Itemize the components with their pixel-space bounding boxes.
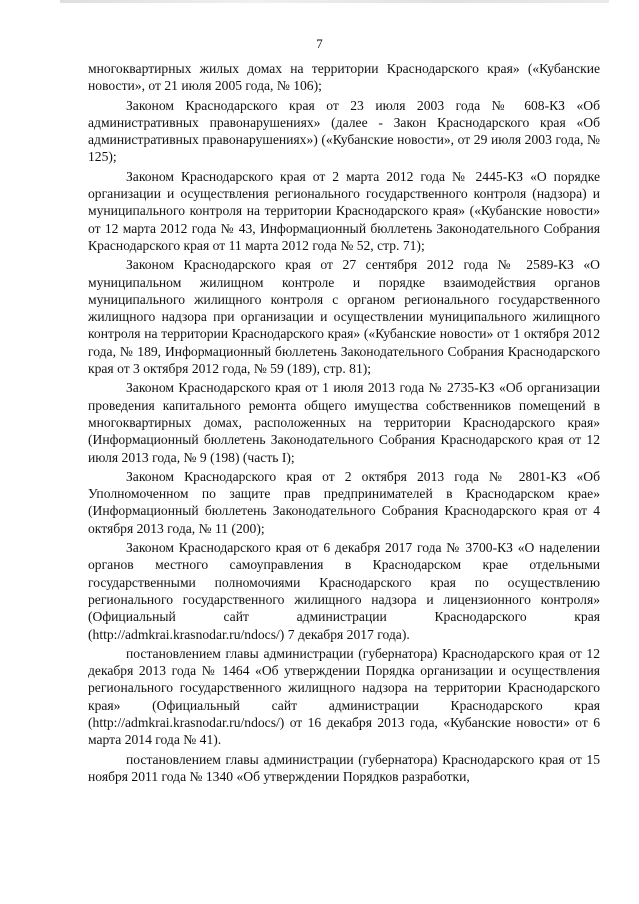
paragraph-law-2589: Законом Краснодарского края от 27 сентября 2012 года № 2589-КЗ «О муниципальном жилищном контроле и порядке взаимодействия органов муниципального жилищного контроля с органом регионального государственного жилищного надзора при организации и осуществлении муниципального жилищного контроля на территории Краснодарского края» («Кубанские новости» от 1 октября 2012 года, № 189, Информационный бюллетень Законодательного Собрания Краснодарского края от 3 октября 2012 года, № 59 (189), стр. 81); bbox=[88, 257, 600, 377]
document-body bbox=[88, 60, 600, 787]
paragraph-resolution-1464: постановлением главы администрации (губернатора) Краснодарского края от 12 декабря 2013 года № 1464 «Об утверждении Порядка организации и осуществления регионального государственного жилищного надзора на территории Краснодарского края» (Официальный сайт администрации Краснодарского края (http://admkrai.krasnodar.ru/ndocs/) от 16 декабря 2013 года, «Кубанские новости» от 6 марта 2014 года № 41). bbox=[88, 645, 600, 748]
scan-edge-line bbox=[60, 0, 609, 3]
paragraph-law-2735: Законом Краснодарского края от 1 июля 2013 года № 2735-КЗ «Об организации проведения капитального ремонта общего имущества собственников помещений в многоквартирных домах, расположенных на территории Краснодарского края» (Информационный бюллетень Законодательного Собрания Краснодарского края от 12 июля 2013 года, № 9 (198) (часть I); bbox=[88, 380, 600, 465]
page-number: 7 bbox=[316, 36, 323, 51]
paragraph-law-2445: Законом Краснодарского края от 2 марта 2012 года № 2445-КЗ «О порядке организации и осуществления регионального государственного контроля (надзора) и муниципального контроля на территории Краснодарского края» («Кубанские новости» от 12 марта 2012 года № 43, Информационный бюллетень Законодательного Собрания Краснодарского края от 11 марта 2012 года № 52, стр. 71); bbox=[88, 168, 600, 253]
paragraph-resolution-1340: постановлением главы администрации (губернатора) Краснодарского края от 15 ноября 2011 года № 1340 «Об утверждении Порядков разработки, bbox=[88, 751, 600, 784]
paragraph-law-2801: Законом Краснодарского края от 2 октября 2013 года № 2801-КЗ «Об Уполномоченном по защите прав предпринимателей в Краснодарском крае» (Информационный бюллетень Законодательного Собрания Краснодарского края от 4 октября 2013 года, № 11 (200); bbox=[88, 468, 600, 536]
paragraph-law-3700: Законом Краснодарского края от 6 декабря 2017 года № 3700-КЗ «О наделении органов местного самоуправления в Краснодарском крае отдельными государственными полномочиями Краснодарского края по осуществлению регионального государственного жилищного надзора и лицензионного контроля» (Официальный сайт администрации Краснодарского края (http://admkrai.krasnodar.ru/ndocs/) 7 декабря 2017 года). bbox=[88, 540, 600, 642]
paragraph-continuation: многоквартирных жилых домах на территории Краснодарского края» («Кубанские новости», от 21 июля 2005 года, № 106); bbox=[88, 61, 600, 94]
paragraph-law-608: Законом Краснодарского края от 23 июля 2003 года № 608-КЗ «Об административных правонарушениях» (далее - Закон Краснодарского края «Об административных правонарушениях») («Кубанские новости», от 29 июля 2003 года, № 125); bbox=[88, 97, 600, 165]
